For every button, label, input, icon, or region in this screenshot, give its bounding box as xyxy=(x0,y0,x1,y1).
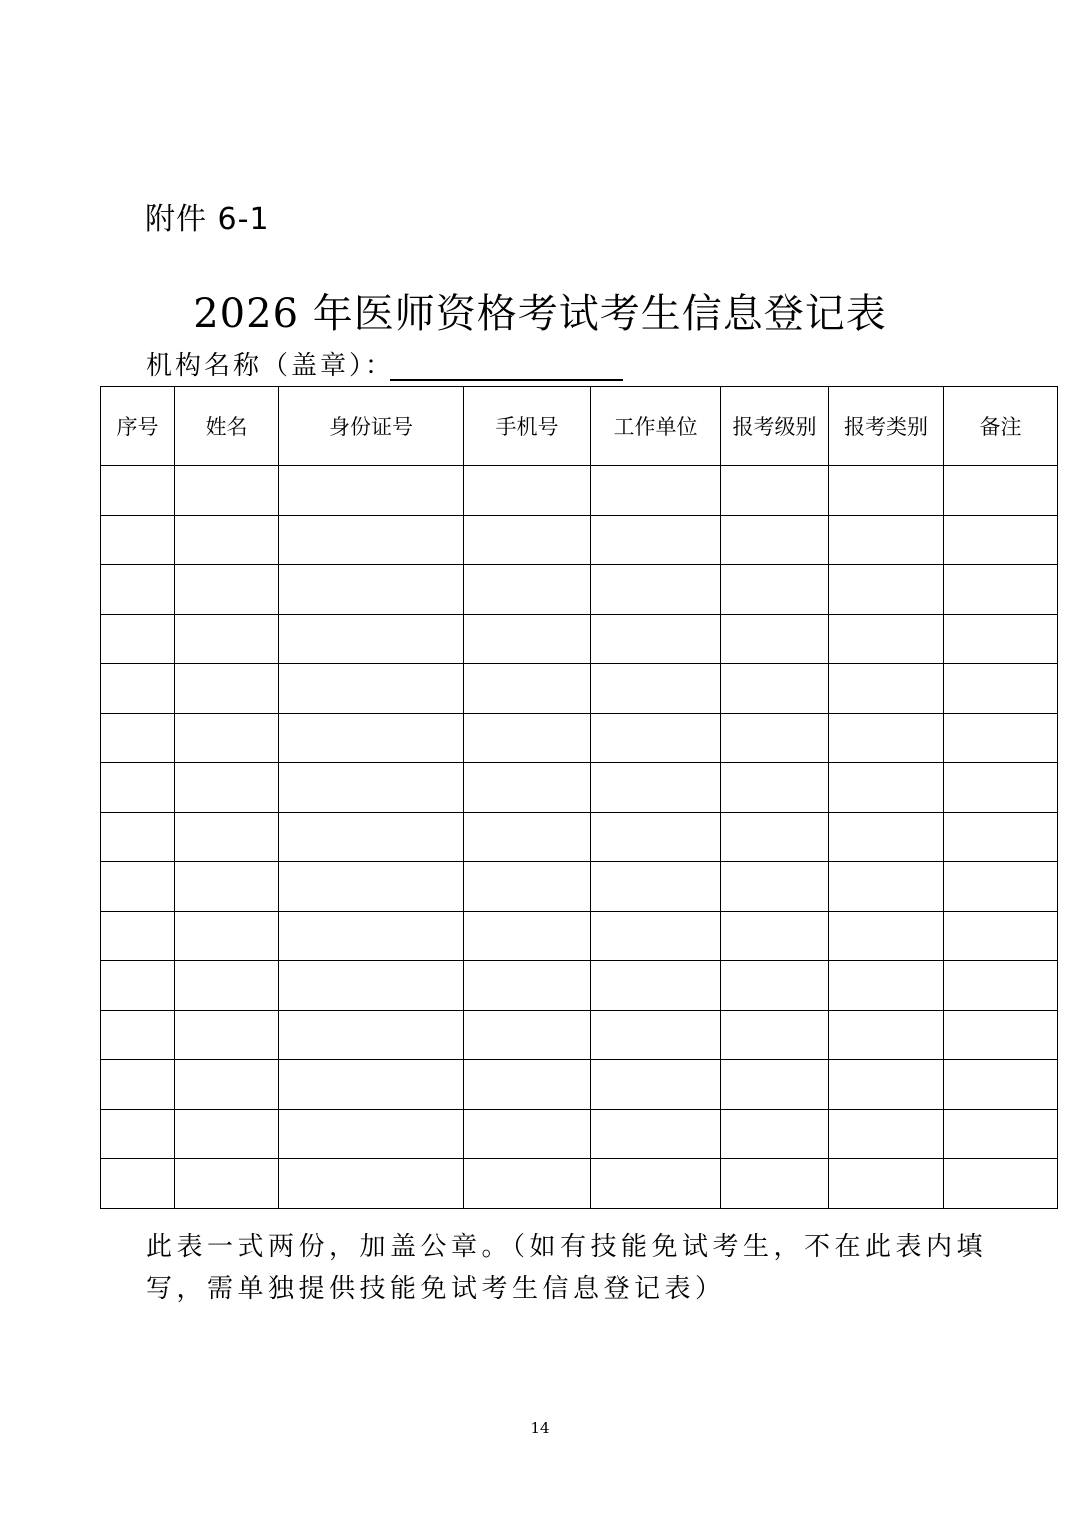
table-cell[interactable] xyxy=(829,812,944,862)
table-cell[interactable] xyxy=(279,515,464,565)
table-cell[interactable] xyxy=(175,713,279,763)
table-cell[interactable] xyxy=(101,812,175,862)
attachment-label: 附件 6-1 xyxy=(145,202,270,237)
table-cell[interactable] xyxy=(829,1010,944,1060)
table-row xyxy=(101,1060,1058,1110)
table-cell[interactable] xyxy=(279,1060,464,1110)
table-cell[interactable] xyxy=(944,664,1058,714)
table-cell[interactable] xyxy=(944,911,1058,961)
table-row xyxy=(101,1109,1058,1159)
table-cell[interactable] xyxy=(721,664,829,714)
table-cell[interactable] xyxy=(101,862,175,912)
table-cell[interactable] xyxy=(279,664,464,714)
table-cell[interactable] xyxy=(279,466,464,516)
table-cell[interactable] xyxy=(175,812,279,862)
table-row xyxy=(101,1159,1058,1209)
page-number: 14 xyxy=(530,1419,550,1437)
table-cell[interactable] xyxy=(101,565,175,615)
table-cell[interactable] xyxy=(591,1159,721,1209)
table-cell[interactable] xyxy=(464,664,591,714)
table-cell[interactable] xyxy=(279,961,464,1011)
table-cell[interactable] xyxy=(591,614,721,664)
table-cell[interactable] xyxy=(721,1109,829,1159)
table-cell[interactable] xyxy=(944,812,1058,862)
table-cell[interactable] xyxy=(464,466,591,516)
table-cell[interactable] xyxy=(175,664,279,714)
table-cell[interactable] xyxy=(101,1010,175,1060)
table-cell[interactable] xyxy=(721,961,829,1011)
table-row xyxy=(101,664,1058,714)
table-cell[interactable] xyxy=(721,1060,829,1110)
table-cell[interactable] xyxy=(721,1159,829,1209)
column-header-exam-level: 报考级别 xyxy=(721,387,829,466)
table-cell[interactable] xyxy=(175,1109,279,1159)
table-cell[interactable] xyxy=(101,1159,175,1209)
table-cell[interactable] xyxy=(175,1010,279,1060)
column-header-workplace: 工作单位 xyxy=(591,387,721,466)
table-cell[interactable] xyxy=(829,466,944,516)
table-cell[interactable] xyxy=(591,1109,721,1159)
table-cell[interactable] xyxy=(279,1159,464,1209)
table-cell[interactable] xyxy=(721,565,829,615)
table-cell[interactable] xyxy=(101,515,175,565)
table-cell[interactable] xyxy=(591,862,721,912)
column-header-id-number: 身份证号 xyxy=(279,387,464,466)
table-cell[interactable] xyxy=(829,862,944,912)
table-cell[interactable] xyxy=(721,812,829,862)
table-cell[interactable] xyxy=(464,1010,591,1060)
table-cell[interactable] xyxy=(279,763,464,813)
table-cell[interactable] xyxy=(944,713,1058,763)
table-body xyxy=(101,466,1058,1209)
table-cell[interactable] xyxy=(944,1010,1058,1060)
table-cell[interactable] xyxy=(591,515,721,565)
table-cell[interactable] xyxy=(175,614,279,664)
table-cell[interactable] xyxy=(464,911,591,961)
table-cell[interactable] xyxy=(175,911,279,961)
table-cell[interactable] xyxy=(464,614,591,664)
table-row xyxy=(101,614,1058,664)
table-cell[interactable] xyxy=(721,911,829,961)
column-header-name: 姓名 xyxy=(175,387,279,466)
column-header-exam-category: 报考类别 xyxy=(829,387,944,466)
table-cell[interactable] xyxy=(591,911,721,961)
page-title: 2026 年医师资格考试考生信息登记表 xyxy=(193,291,887,337)
table-cell[interactable] xyxy=(829,713,944,763)
footnote-line-1: 此表一式两份，加盖公章。（如有技能免试考生，不在此表内填 xyxy=(146,1232,988,1262)
table-cell[interactable] xyxy=(279,1109,464,1159)
table-cell[interactable] xyxy=(175,515,279,565)
table-cell[interactable] xyxy=(829,911,944,961)
footnote-line-2: 写，需单独提供技能免试考生信息登记表） xyxy=(146,1274,726,1304)
table-cell[interactable] xyxy=(464,713,591,763)
table-cell[interactable] xyxy=(101,1109,175,1159)
table-row xyxy=(101,862,1058,912)
table-cell[interactable] xyxy=(721,713,829,763)
table-row xyxy=(101,812,1058,862)
table-cell[interactable] xyxy=(721,763,829,813)
table-cell[interactable] xyxy=(279,614,464,664)
table-cell[interactable] xyxy=(464,515,591,565)
table-cell[interactable] xyxy=(464,961,591,1011)
table-cell[interactable] xyxy=(944,565,1058,615)
table-cell[interactable] xyxy=(101,763,175,813)
table-cell[interactable] xyxy=(464,1109,591,1159)
registration-table xyxy=(100,386,1058,1209)
table-cell[interactable] xyxy=(944,1159,1058,1209)
table-cell[interactable] xyxy=(944,862,1058,912)
table-cell[interactable] xyxy=(721,614,829,664)
table-cell[interactable] xyxy=(944,1109,1058,1159)
table-cell[interactable] xyxy=(101,466,175,516)
table-cell[interactable] xyxy=(279,812,464,862)
table-cell[interactable] xyxy=(721,862,829,912)
table-cell[interactable] xyxy=(944,763,1058,813)
table-cell[interactable] xyxy=(944,1060,1058,1110)
table-cell[interactable] xyxy=(101,961,175,1011)
table-cell[interactable] xyxy=(591,1010,721,1060)
table-cell[interactable] xyxy=(101,713,175,763)
org-signature-line xyxy=(390,379,623,381)
table-cell[interactable] xyxy=(175,1159,279,1209)
table-cell[interactable] xyxy=(829,515,944,565)
table-row xyxy=(101,961,1058,1011)
table-cell[interactable] xyxy=(101,614,175,664)
table-cell[interactable] xyxy=(591,466,721,516)
table-cell[interactable] xyxy=(175,862,279,912)
table-cell[interactable] xyxy=(591,961,721,1011)
table-cell[interactable] xyxy=(829,1060,944,1110)
table-row xyxy=(101,713,1058,763)
org-label: 机构名称（盖章）： xyxy=(146,351,395,381)
column-header-remarks: 备注 xyxy=(944,387,1058,466)
table-row xyxy=(101,565,1058,615)
table-cell[interactable] xyxy=(944,614,1058,664)
table-cell[interactable] xyxy=(944,515,1058,565)
table-cell[interactable] xyxy=(721,466,829,516)
table-row xyxy=(101,763,1058,813)
table-cell[interactable] xyxy=(101,664,175,714)
table-cell[interactable] xyxy=(829,1109,944,1159)
table-cell[interactable] xyxy=(721,515,829,565)
table-cell[interactable] xyxy=(464,565,591,615)
column-header-phone: 手机号 xyxy=(464,387,591,466)
table-header-row xyxy=(101,387,1058,466)
table-cell[interactable] xyxy=(279,911,464,961)
table-cell[interactable] xyxy=(464,812,591,862)
table-cell[interactable] xyxy=(175,961,279,1011)
table-cell[interactable] xyxy=(829,1159,944,1209)
table-cell[interactable] xyxy=(944,961,1058,1011)
table-cell[interactable] xyxy=(721,1010,829,1060)
table-cell[interactable] xyxy=(464,1060,591,1110)
table-cell[interactable] xyxy=(829,763,944,813)
table-cell[interactable] xyxy=(829,961,944,1011)
table-cell[interactable] xyxy=(829,664,944,714)
table-cell[interactable] xyxy=(279,862,464,912)
table-cell[interactable] xyxy=(591,1060,721,1110)
table-cell[interactable] xyxy=(175,466,279,516)
table-cell[interactable] xyxy=(944,466,1058,516)
table-cell[interactable] xyxy=(829,565,944,615)
table-cell[interactable] xyxy=(279,1010,464,1060)
table-cell[interactable] xyxy=(175,565,279,615)
column-header-serial: 序号 xyxy=(101,387,175,466)
table-cell[interactable] xyxy=(591,812,721,862)
table-row xyxy=(101,1010,1058,1060)
table-cell[interactable] xyxy=(101,1060,175,1110)
table-cell[interactable] xyxy=(464,1159,591,1209)
table-cell[interactable] xyxy=(591,713,721,763)
table-cell[interactable] xyxy=(175,763,279,813)
table-cell[interactable] xyxy=(101,911,175,961)
table-cell[interactable] xyxy=(591,763,721,813)
table-cell[interactable] xyxy=(591,565,721,615)
table-cell[interactable] xyxy=(464,763,591,813)
table-cell[interactable] xyxy=(829,614,944,664)
table-cell[interactable] xyxy=(464,862,591,912)
footnote xyxy=(146,1226,988,1310)
table-cell[interactable] xyxy=(591,664,721,714)
table-row xyxy=(101,515,1058,565)
table-cell[interactable] xyxy=(279,713,464,763)
table-row xyxy=(101,466,1058,516)
table-cell[interactable] xyxy=(175,1060,279,1110)
table-cell[interactable] xyxy=(279,565,464,615)
table-row xyxy=(101,911,1058,961)
